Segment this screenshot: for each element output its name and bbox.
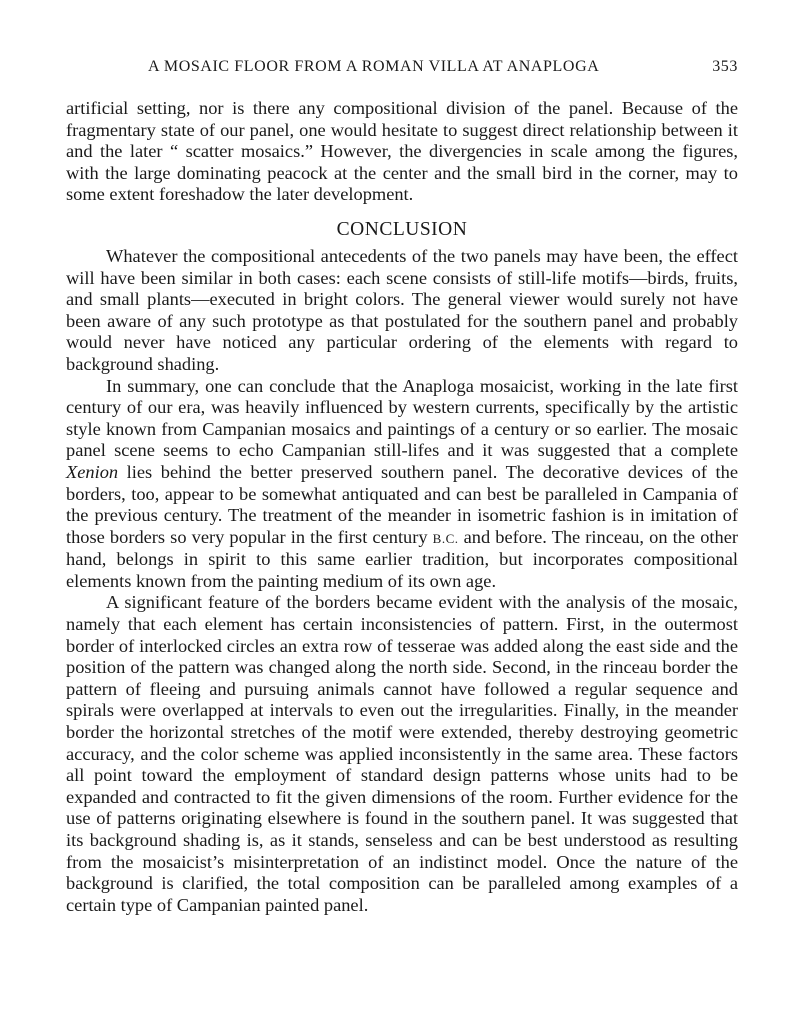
- section-heading: CONCLUSION: [336, 218, 468, 240]
- page: [66, 58, 738, 916]
- paragraph-text: and before. The rinceau, on the other hand, belongs in spirit to this same earlier tradition, but incorporates compositional elements known from the painting medium of its own age.: [66, 526, 738, 591]
- running-head: [66, 58, 738, 82]
- paragraph-conclusion-2: [66, 376, 738, 593]
- paragraph-continued: artificial setting, nor is there any compositional division of the panel. Because of the fragmentary state of our panel, one would hesitate to suggest direct relationship between it and the later “ scatter mosaics.” However, the divergencies in scale among the figures, with the large dominating peacock at the center and the small bird in the corner, may to some extent foreshadow the later development.: [66, 98, 738, 205]
- xenion-term: Xenion: [66, 461, 119, 482]
- paragraph-conclusion-3: A significant feature of the borders became evident with the analysis of the mosaic, namely that each element has certain inconsistencies of pattern. First, in the outermost border of interlocked circles an extra row of tesserae was added along the east side and the position of the pattern was changed along the north side. Second, in the rinceau border the pattern of fleeing and pursuing animals cannot have followed a regular sequence and spirals were overlapped at intervals to even out the irregularities. Finally, in the meander border the horizontal stretches of the motif were extended, thereby destroying geometric accuracy, and the color scheme was applied inconsistently in the same area. These factors all point toward the employment of standard design patterns whose units had to be expanded and contracted to fit the given dimensions of the room. Further evidence for the use of patterns originating elsewhere is found in the southern panel. It was suggested that its background shading is, as it stands, senseless and can be best understood as resulting from the mosaicist’s misinterpretation of an indistinct model. Once the nature of the background is clarified, the total composition can be paralleled among examples of a certain type of Campanian painted panel.: [66, 592, 738, 915]
- paragraph-text: In summary, one can conclude that the Anaploga mosaicist, working in the late first century of our era, was heavily influenced by western currents, specifically by the artistic style known from Campanian mosaics and paintings of a century or so earlier. The mosaic panel scene seems to echo Campanian still-lifes and it was suggested that a complete: [66, 375, 738, 461]
- running-head-title: A MOSAIC FLOOR FROM A ROMAN VILLA AT ANAPLOGA: [148, 58, 600, 75]
- page-number: 353: [712, 58, 738, 75]
- paragraph-text: lies behind the better preserved southern panel. The decorative devices of the borders, too, appear to be somewhat antiquated and can best be paralleled in Campania of the previous century. The treatment of the meander in isometric fashion is in imitation of those borders so very popular in the first century: [66, 461, 738, 547]
- bc-abbreviation: B.C.: [432, 530, 459, 546]
- paragraph-conclusion-1: Whatever the compositional antecedents of the two panels may have been, the effect will have been similar in both cases: each scene consists of still-life motifs—birds, fruits, and small plants—executed in bright colors. The general viewer would surely not have been aware of any such prototype as that postulated for the southern panel and probably would never have noticed any particular ordering of the elements with regard to background shading.: [66, 245, 738, 374]
